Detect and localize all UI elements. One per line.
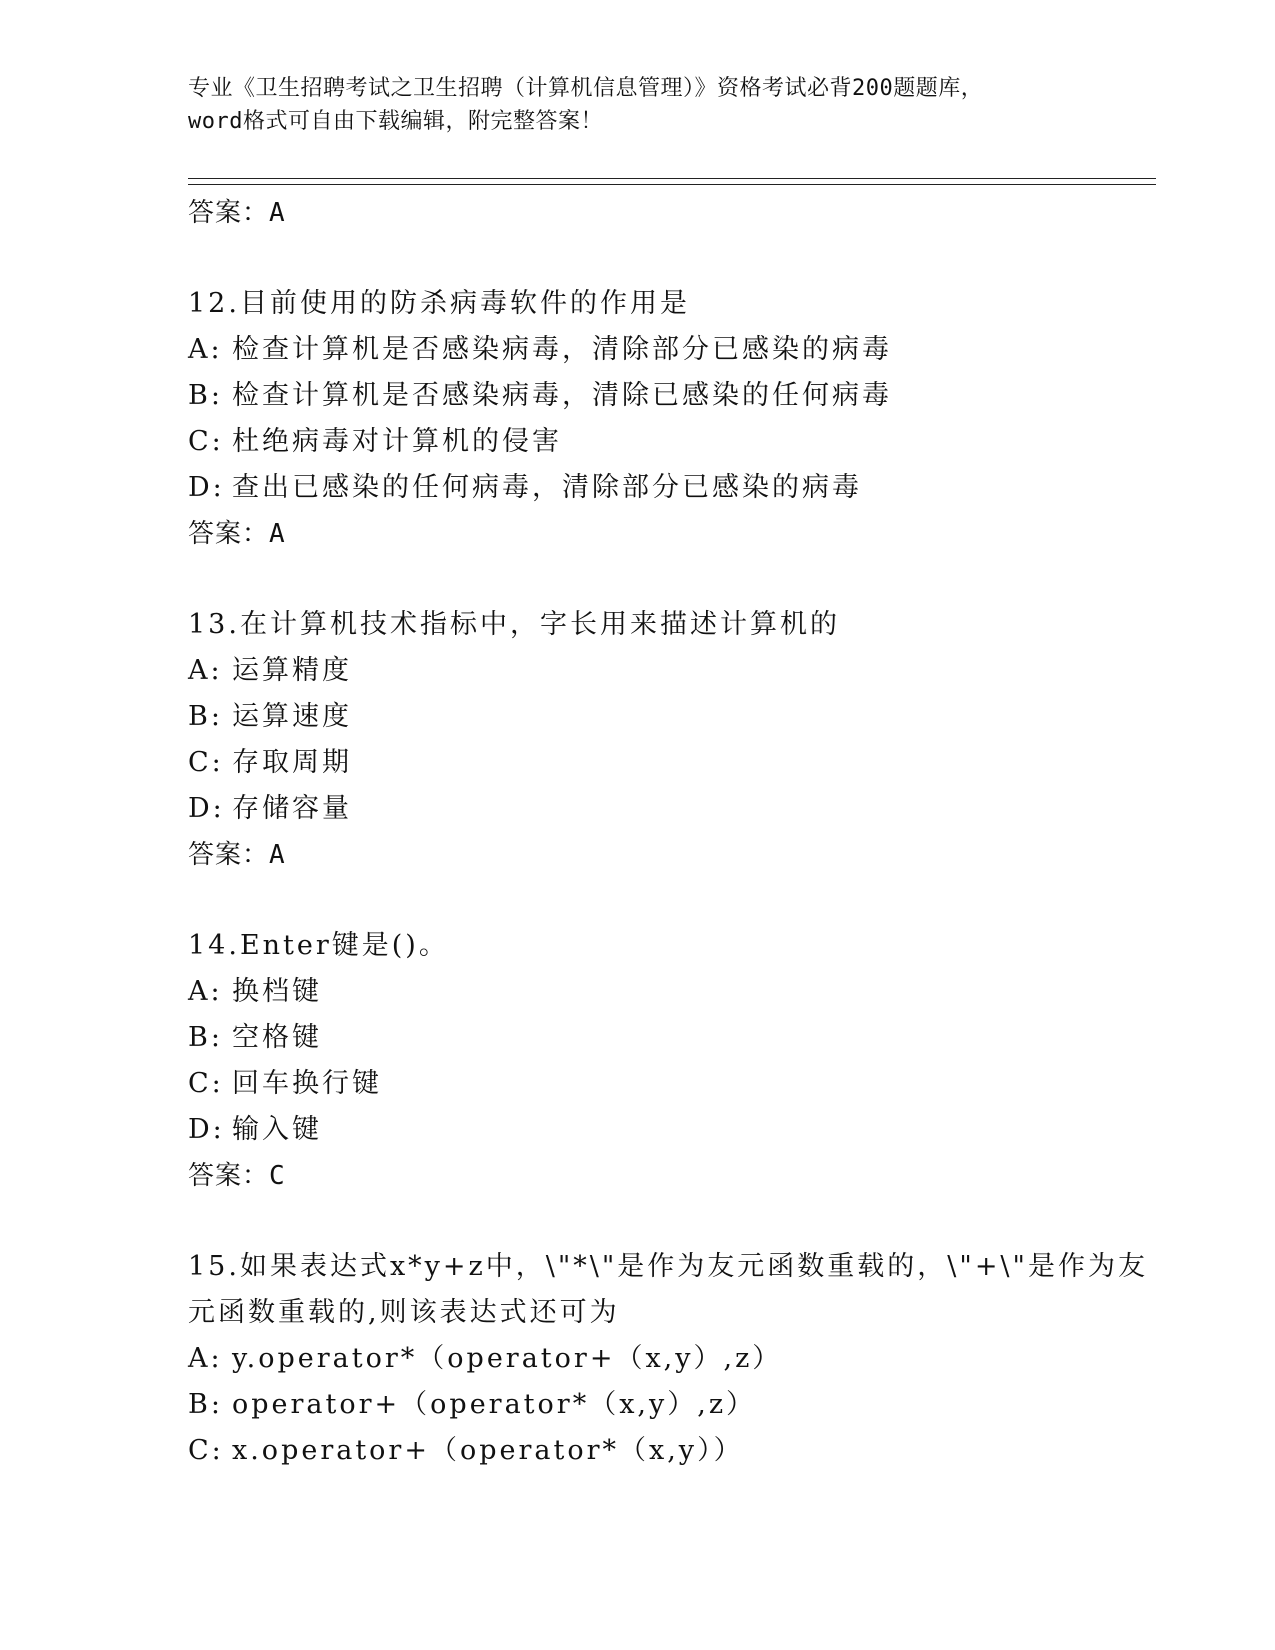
- question-13: [188, 602, 1148, 878]
- option-label: A:: [188, 655, 223, 686]
- question-stem: 13.在计算机技术指标中，字长用来描述计算机的: [188, 609, 840, 640]
- option-label: C:: [188, 1435, 224, 1466]
- option-text: 存储容量: [232, 793, 352, 824]
- option-label: C:: [188, 747, 224, 778]
- option-label: B:: [188, 1022, 223, 1053]
- option-c: [188, 740, 1148, 786]
- question-14: [188, 923, 1148, 1199]
- option-a: [188, 969, 1148, 1015]
- answer-line: 答案：A: [188, 840, 286, 870]
- answer-line: 答案：C: [188, 1161, 286, 1191]
- option-text: 检查计算机是否感染病毒，清除部分已感染的病毒: [232, 334, 892, 365]
- question-stem: 15.如果表达式x*y+z中，\"*\"是作为友元函数重载的，\"+\"是作为友元函数重载的,则该表达式还可为: [188, 1251, 1148, 1328]
- option-label: A:: [188, 334, 223, 365]
- option-text: x.operator+（operator*（x,y））: [232, 1435, 744, 1466]
- option-b: [188, 694, 1148, 740]
- option-text: operator+（operator*（x,y）,z）: [232, 1389, 757, 1420]
- option-label: C:: [188, 426, 224, 457]
- option-text: 回车换行键: [232, 1068, 382, 1099]
- option-text: 杜绝病毒对计算机的侵害: [232, 426, 562, 457]
- question-15: [188, 1244, 1148, 1474]
- answer-line: 答案：A: [188, 519, 286, 549]
- option-text: 存取周期: [232, 747, 352, 778]
- option-text: 运算速度: [232, 701, 352, 732]
- option-text: 检查计算机是否感染病毒，清除已感染的任何病毒: [232, 380, 892, 411]
- option-text: y.operator*（operator+（x,y）,z）: [232, 1343, 783, 1374]
- header-divider: [188, 178, 1156, 185]
- document-header: [188, 72, 1088, 138]
- option-c: [188, 1428, 1148, 1474]
- option-text: 空格键: [232, 1022, 322, 1053]
- option-text: 换档键: [232, 976, 322, 1007]
- answer-line: 答案：A: [188, 198, 286, 228]
- option-label: C:: [188, 1068, 224, 1099]
- option-label: A:: [188, 976, 223, 1007]
- option-a: [188, 1336, 1148, 1382]
- option-b: [188, 373, 1148, 419]
- option-b: [188, 1382, 1148, 1428]
- option-label: D:: [188, 793, 225, 824]
- option-b: [188, 1015, 1148, 1061]
- option-d: [188, 786, 1148, 832]
- option-text: 查出已感染的任何病毒，清除部分已感染的病毒: [232, 472, 862, 503]
- option-text: 运算精度: [232, 655, 352, 686]
- option-a: [188, 648, 1148, 694]
- option-d: [188, 1107, 1148, 1153]
- option-c: [188, 419, 1148, 465]
- header-title-line-1: 专业《卫生招聘考试之卫生招聘（计算机信息管理）》资格考试必背200题题库，: [188, 76, 984, 101]
- option-label: D:: [188, 472, 225, 503]
- option-label: B:: [188, 1389, 223, 1420]
- option-text: 输入键: [232, 1114, 322, 1145]
- option-c: [188, 1061, 1148, 1107]
- option-label: B:: [188, 701, 223, 732]
- question-12: [188, 281, 1148, 557]
- question-list: [188, 190, 1148, 1474]
- option-label: A:: [188, 1343, 223, 1374]
- option-label: D:: [188, 1114, 225, 1145]
- option-d: [188, 465, 1148, 511]
- question-stem: 12.目前使用的防杀病毒软件的作用是: [188, 288, 690, 319]
- header-title-line-2: word格式可自由下载编辑，附完整答案！: [188, 109, 603, 134]
- option-a: [188, 327, 1148, 373]
- option-label: B:: [188, 380, 223, 411]
- question-stem: 14.Enter键是()。: [188, 930, 449, 961]
